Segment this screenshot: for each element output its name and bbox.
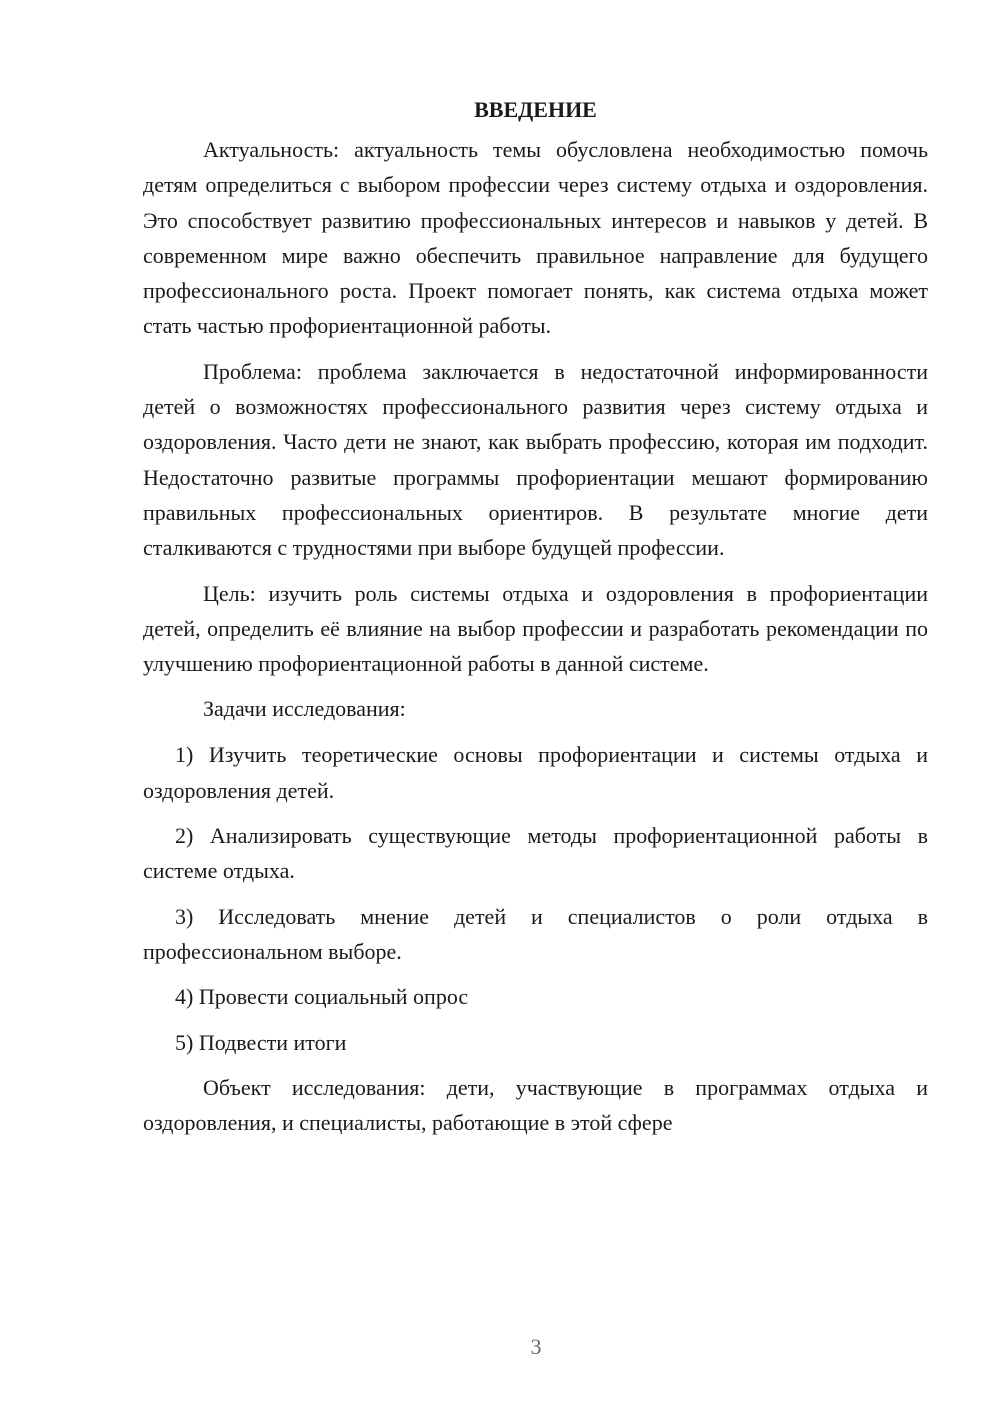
page-content — [143, 92, 928, 1140]
page-title: ВВЕДЕНИЕ — [474, 97, 597, 122]
task-item: 1) Изучить теоретические основы профориентации и системы отдыха и оздоровления детей. — [143, 742, 928, 803]
task-item: 2) Анализировать существующие методы профориентационной работы в системе отдыха. — [143, 823, 928, 884]
task-item: 4) Провести социальный опрос — [175, 984, 469, 1010]
task-item: 5) Подвести итоги — [175, 1029, 347, 1055]
goal-paragraph: Цель: изучить роль системы отдыха и оздоровления в профориентации детей, определить её влияние на выбор профессии и разработать рекомендации по улучшению профориентационной работы в данной системе. — [143, 580, 928, 677]
object-paragraph: Объект исследования: дети, участвующие в программах отдыха и оздоровления, и специалисты, работающие в этой сфере — [143, 1074, 928, 1136]
tasks-heading: Задачи исследования: — [203, 696, 406, 722]
relevance-paragraph: Актуальность: актуальность темы обусловлена необходимостью помочь детям определиться с выбором профессии через систему отдыха и оздоровления. Это способствует развитию профессиональных интересов и навыков у детей. В современном мире важно обеспечить правильное направление для будущего профессионального роста. Проект помогает понять, как система отдыха может стать частью профориентационной работы. — [143, 137, 928, 339]
task-item: 3) Исследовать мнение детей и специалистов о роли отдыха в профессиональном выборе. — [143, 903, 928, 964]
page-number: 3 — [530, 1334, 542, 1359]
problem-paragraph: Проблема: проблема заключается в недостаточной информированности детей о возможностях профессионального развития через систему отдыха и оздоровления. Часто дети не знают, как выбрать профессию, которая им подходит. Недостаточно развитые программы профориентации мешают формированию правильных профессиональных ориентиров. В результате многие дети сталкиваются с трудностями при выборе будущей профессии. — [143, 358, 928, 561]
